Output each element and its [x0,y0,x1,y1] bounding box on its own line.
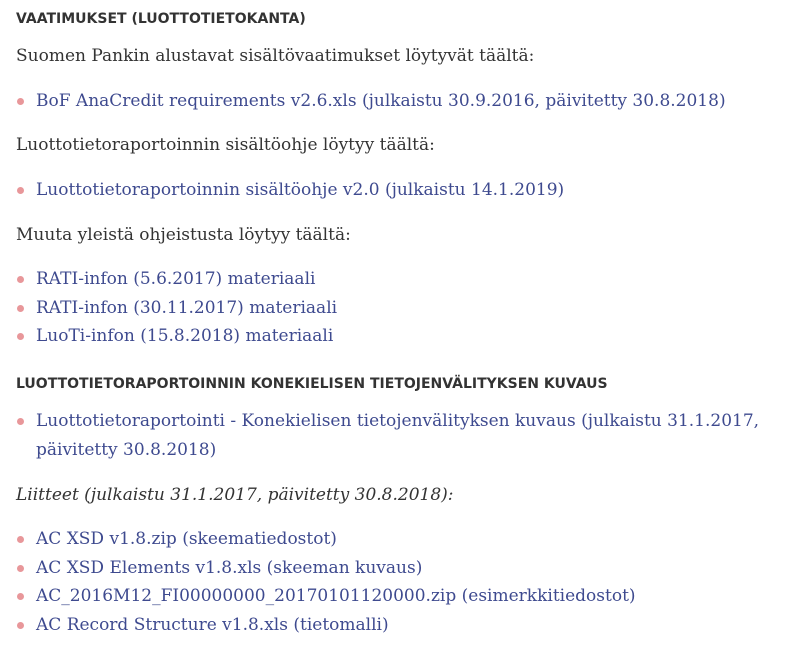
link-content-guide[interactable]: Luottotietoraportoinnin sisältöohje v2.0 (julkaistu 14.1.2019) [36,180,565,200]
machine-link-list [16,407,786,464]
list-item [16,176,564,205]
general-link-list [16,265,337,351]
list-item [16,322,337,351]
general-intro: Muuta yleistä ohjeistusta löytyy täältä: [16,225,351,245]
guide-intro: Luottotietoraportoinnin sisältöohje löytyy täältä: [16,135,435,155]
list-item [16,611,636,640]
list-item [16,294,337,323]
requirements-heading: VAATIMUKSET (LUOTTOTIETOKANTA) [16,11,306,27]
link-rati-info-2017-11[interactable]: RATI-infon (30.11.2017) materiaali [36,297,338,318]
link-ac-xsd-zip[interactable]: AC XSD v1.8.zip (skeematiedostot) [36,529,337,549]
list-item [16,582,636,611]
list-item [16,265,337,294]
guide-link-list [16,176,564,205]
list-item [16,525,636,554]
link-ac-record-structure[interactable]: AC Record Structure v1.8.xls (tietomalli) [36,614,389,635]
requirements-link-list [16,87,726,116]
link-luoti-info-2018-08[interactable]: LuoTi-infon (15.8.2018) materiaali [36,326,334,346]
link-ac-example-files[interactable]: AC_2016M12_FI00000000_20170101120000.zip (esimerkkitiedostot) [36,586,636,606]
list-item [16,554,636,583]
list-item [16,87,726,116]
link-bof-anacredit-requirements[interactable]: BoF AnaCredit requirements v2.6.xls (julkaistu 30.9.2016, päivitetty 30.8.2018) [36,91,726,111]
requirements-intro: Suomen Pankin alustavat sisältövaatimukset löytyvät täältä: [16,46,535,66]
link-rati-info-2017-06[interactable]: RATI-infon (5.6.2017) materiaali [36,269,316,289]
link-ac-xsd-elements[interactable]: AC XSD Elements v1.8.xls (skeeman kuvaus) [36,557,423,578]
attachments-link-list [16,525,636,639]
machine-readable-heading: LUOTTOTIETORAPORTOINNIN KONEKIELISEN TIETOJENVÄLITYKSEN KUVAUS [16,376,608,392]
attachments-intro: Liitteet (julkaistu 31.1.2017, päivitetty 30.8.2018): [16,485,454,505]
link-machine-readable-description[interactable]: Luottotietoraportointi - Konekielisen tietojenvälityksen kuvaus (julkaistu 31.1.2017, päivitetty 30.8.2018) [36,411,760,460]
list-item [16,407,786,464]
